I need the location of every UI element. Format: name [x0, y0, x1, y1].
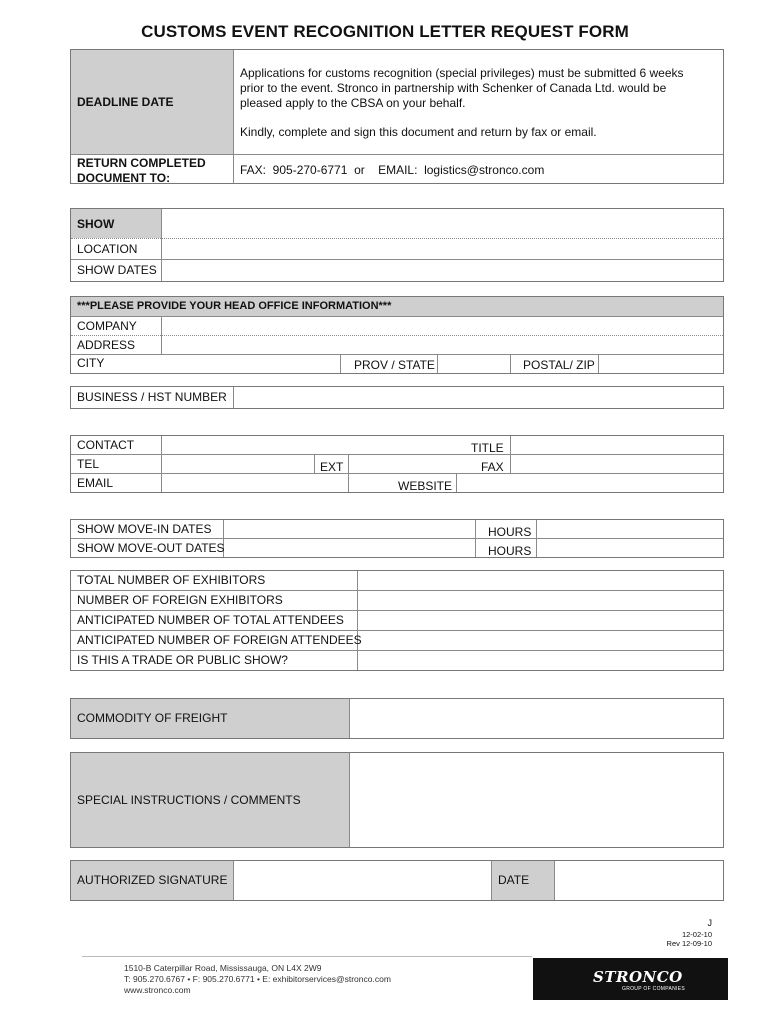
deadline-text-line-4: Kindly, complete and sign this document and return by fax or email. [240, 125, 597, 139]
deadline-text-line-2: prior to the event. Stronco in partnership with Schenker of Canada Ltd. would be [240, 81, 667, 95]
move-out-dates-input[interactable] [225, 540, 474, 556]
city-label: CITY [77, 356, 105, 370]
ext-label: EXT [320, 460, 344, 474]
trade-public-input[interactable] [359, 652, 721, 669]
tel-input[interactable] [163, 456, 313, 472]
move-in-label: SHOW MOVE-IN DATES [77, 522, 212, 536]
ext-input[interactable] [350, 456, 470, 472]
move-out-hours-label: HOURS [488, 544, 532, 558]
show-input[interactable] [163, 210, 721, 237]
prov-state-label: PROV / STATE [354, 358, 435, 372]
stronco-logo [533, 958, 728, 1000]
date-label: DATE [498, 873, 530, 887]
title-label: TITLE [471, 441, 504, 455]
page-title: CUSTOMS EVENT RECOGNITION LETTER REQUEST FORM [141, 22, 629, 41]
postal-zip-label: POSTAL/ ZIP [523, 358, 595, 372]
deadline-text-line-1: Applications for customs recognition (special privileges) must be submitted 6 weeks [240, 66, 684, 80]
deadline-label: DEADLINE DATE [77, 95, 174, 109]
address-input[interactable] [163, 336, 721, 353]
foreign-exhibitors-label: NUMBER OF FOREIGN EXHIBITORS [77, 593, 283, 607]
trade-public-label: IS THIS A TRADE OR PUBLIC SHOW? [77, 653, 288, 667]
total-exhibitors-label: TOTAL NUMBER OF EXHIBITORS [77, 573, 266, 587]
website-label: WEBSITE [398, 479, 453, 493]
foreign-attendees-label: ANTICIPATED NUMBER OF FOREIGN ATTENDEES [77, 633, 362, 647]
date-input[interactable] [556, 862, 721, 899]
logo-name: STRONCO [593, 968, 683, 986]
return-value: FAX: 905-270-6771 or EMAIL: logistics@stronco.com [240, 163, 545, 177]
move-out-hours-input[interactable] [538, 540, 721, 556]
show-dates-input[interactable] [163, 261, 721, 280]
fax-input[interactable] [512, 456, 721, 472]
move-out-label: SHOW MOVE-OUT DATES [77, 541, 225, 555]
show-label: SHOW [77, 217, 115, 231]
special-instructions-input[interactable] [351, 754, 721, 846]
tel-label: TEL [77, 457, 100, 471]
total-attendees-label: ANTICIPATED NUMBER OF TOTAL ATTENDEES [77, 613, 344, 627]
revision-rev: Rev 12-09-10 [666, 939, 712, 948]
foreign-exhibitors-input[interactable] [359, 592, 721, 609]
head-office-heading: ***PLEASE PROVIDE YOUR HEAD OFFICE INFORMATION*** [77, 300, 392, 312]
commodity-label: COMMODITY OF FREIGHT [77, 711, 228, 725]
company-input[interactable] [163, 317, 721, 334]
special-instructions-label: SPECIAL INSTRUCTIONS / COMMENTS [77, 793, 301, 807]
location-input[interactable] [163, 240, 721, 258]
revision-letter: J [707, 918, 712, 928]
show-dates-label: SHOW DATES [77, 263, 157, 277]
return-label-line-2: DOCUMENT TO: [77, 171, 171, 185]
signature-label: AUTHORIZED SIGNATURE [77, 873, 228, 887]
total-attendees-input[interactable] [359, 612, 721, 629]
foreign-attendees-input[interactable] [359, 632, 721, 649]
deadline-text [240, 66, 720, 140]
email-input[interactable] [163, 475, 347, 491]
total-exhibitors-input[interactable] [359, 572, 721, 589]
logo-sub: GROUP OF COMPANIES [622, 986, 685, 992]
location-label: LOCATION [77, 242, 138, 256]
address-label: ADDRESS [77, 338, 136, 352]
website-input[interactable] [458, 475, 721, 491]
signature-input[interactable] [235, 862, 490, 899]
deadline-text-line-3: pleased apply to the CBSA on your behalf. [240, 96, 466, 110]
prov-state-input[interactable] [439, 355, 509, 372]
return-label-line-1: RETURN COMPLETED [77, 156, 206, 170]
fax-label: FAX [481, 460, 504, 474]
company-label: COMPANY [77, 319, 137, 333]
footer-contact: T: 905.270.6767 • F: 905.270.6771 • E: exhibitorservices@stronco.com [124, 974, 391, 984]
move-in-dates-input[interactable] [225, 521, 474, 537]
city-input[interactable] [163, 355, 339, 372]
contact-input[interactable] [163, 437, 509, 453]
move-in-hours-input[interactable] [538, 521, 721, 537]
move-in-hours-label: HOURS [488, 525, 532, 539]
postal-zip-input[interactable] [600, 355, 721, 372]
footer-address: 1510-B Caterpillar Road, Mississauga, ON L4X 2W9 [124, 963, 322, 973]
footer-info [124, 963, 534, 996]
footer-web: www.stronco.com [124, 985, 191, 995]
email-label: EMAIL [77, 476, 114, 490]
contact-label: CONTACT [77, 438, 135, 452]
return-label [77, 156, 233, 186]
business-hst-label: BUSINESS / HST NUMBER [77, 390, 227, 404]
business-hst-input[interactable] [235, 388, 721, 407]
commodity-input[interactable] [351, 700, 721, 737]
title-input[interactable] [512, 437, 721, 453]
revision-date: 12-02-10 [681, 930, 712, 939]
